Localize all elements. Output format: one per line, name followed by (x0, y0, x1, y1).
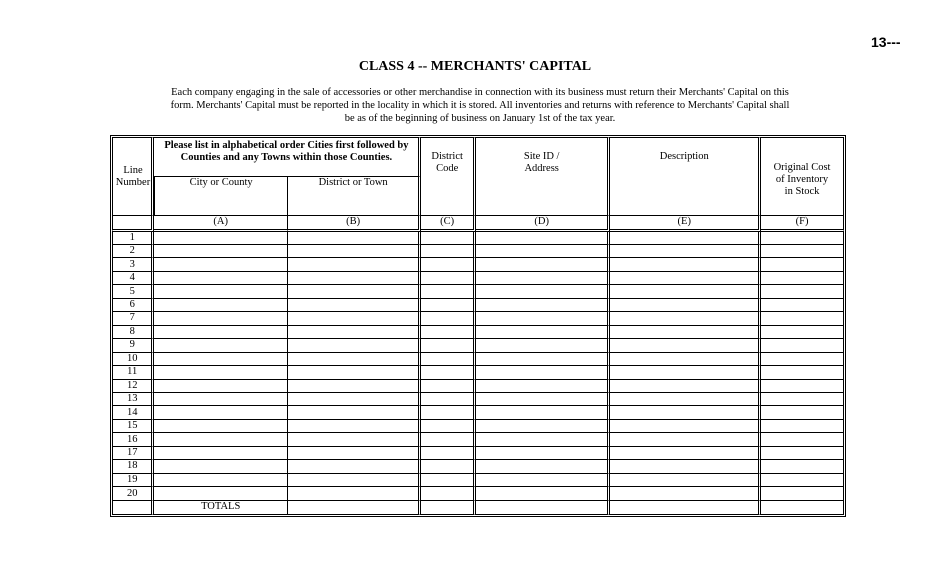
line-number: 7 (112, 312, 154, 325)
description-header: Description (610, 137, 761, 216)
description-cell[interactable] (610, 487, 761, 501)
form-instructions: Each company engaging in the sale of accessories or other merchandise in connection with its business must return their Merchants' Capital on this form. Merchants' Capital must be reported in the locality in which it is stored. All inventories and returns with reference to Merchants' Capital shall be as of the beginning of business on January 1st of the tax year. (170, 87, 790, 124)
site-id-cell[interactable] (476, 232, 610, 245)
city-or-county-cell[interactable] (154, 353, 287, 366)
district-or-town-cell[interactable] (288, 245, 421, 258)
city-or-county-cell[interactable] (154, 312, 287, 325)
city-or-county-header: City or County (154, 177, 287, 216)
district-or-town-cell[interactable] (288, 420, 421, 433)
merchants-capital-table (112, 137, 844, 515)
district-code-cell[interactable] (421, 285, 476, 298)
original-cost-cell[interactable] (761, 299, 844, 312)
district-or-town-header: District or Town (288, 177, 421, 216)
district-code-cell[interactable] (421, 299, 476, 312)
city-or-county-cell[interactable] (154, 245, 287, 258)
original-cost-cell[interactable] (761, 366, 844, 379)
site-id-cell[interactable] (476, 406, 610, 419)
original-cost-cell[interactable] (761, 339, 844, 352)
district-code-cell[interactable] (421, 232, 476, 245)
site-id-cell[interactable] (476, 487, 610, 501)
original-cost-cell[interactable] (761, 245, 844, 258)
description-cell[interactable] (610, 299, 761, 312)
description-cell[interactable] (610, 285, 761, 298)
line-number: 4 (112, 272, 154, 285)
site-id-cell[interactable] (476, 366, 610, 379)
line-number: 8 (112, 326, 154, 339)
page-number: 13--- (871, 34, 901, 50)
line-number: 2 (112, 245, 154, 258)
description-cell[interactable] (610, 312, 761, 325)
line-number: 20 (112, 487, 154, 501)
site-id-cell[interactable] (476, 299, 610, 312)
description-cell[interactable] (610, 460, 761, 473)
table-row (112, 474, 844, 487)
district-code-cell[interactable] (421, 353, 476, 366)
site-id-cell[interactable] (476, 420, 610, 433)
original-cost-cell[interactable] (761, 447, 844, 460)
description-cell[interactable] (610, 232, 761, 245)
city-or-county-cell[interactable] (154, 474, 287, 487)
site-id-cell[interactable] (476, 245, 610, 258)
district-code-cell[interactable] (421, 420, 476, 433)
table-row (112, 433, 844, 446)
description-cell[interactable] (610, 406, 761, 419)
totals-f-cell[interactable] (761, 501, 844, 515)
table-row (112, 258, 844, 271)
table-row (112, 339, 844, 352)
district-or-town-cell[interactable] (288, 474, 421, 487)
district-or-town-cell[interactable] (288, 460, 421, 473)
table-row (112, 366, 844, 379)
original-cost-cell[interactable] (761, 393, 844, 406)
table-row (112, 380, 844, 393)
district-or-town-cell[interactable] (288, 487, 421, 501)
district-or-town-cell[interactable] (288, 447, 421, 460)
original-cost-cell[interactable] (761, 380, 844, 393)
description-cell[interactable] (610, 474, 761, 487)
line-number: 3 (112, 258, 154, 271)
column-letter-d: (D) (476, 216, 610, 231)
city-or-county-cell[interactable] (154, 380, 287, 393)
table-row (112, 272, 844, 285)
letter-row-blank (112, 216, 154, 231)
line-number: 11 (112, 366, 154, 379)
totals-d-cell[interactable] (476, 501, 610, 515)
table-row (112, 312, 844, 325)
line-number: 18 (112, 460, 154, 473)
line-number: 16 (112, 433, 154, 446)
table-row (112, 232, 844, 245)
site-id-cell[interactable] (476, 433, 610, 446)
city-or-county-cell[interactable] (154, 285, 287, 298)
original-cost-cell[interactable] (761, 312, 844, 325)
table-row (112, 353, 844, 366)
column-letter-e: (E) (610, 216, 761, 231)
line-number: 14 (112, 406, 154, 419)
table-row (112, 285, 844, 298)
city-or-county-cell[interactable] (154, 447, 287, 460)
district-code-cell[interactable] (421, 326, 476, 339)
line-number: 19 (112, 474, 154, 487)
district-code-cell[interactable] (421, 460, 476, 473)
description-cell[interactable] (610, 326, 761, 339)
district-or-town-cell[interactable] (288, 380, 421, 393)
city-or-county-cell[interactable] (154, 420, 287, 433)
line-number: 9 (112, 339, 154, 352)
original-cost-cell[interactable] (761, 487, 844, 501)
site-id-cell[interactable] (476, 272, 610, 285)
description-cell[interactable] (610, 245, 761, 258)
line-number: 1 (112, 232, 154, 245)
district-code-cell[interactable] (421, 433, 476, 446)
site-id-cell[interactable] (476, 339, 610, 352)
original-cost-cell[interactable] (761, 406, 844, 419)
description-cell[interactable] (610, 366, 761, 379)
district-code-cell[interactable] (421, 487, 476, 501)
line-number: 15 (112, 420, 154, 433)
line-number: 17 (112, 447, 154, 460)
city-or-county-cell[interactable] (154, 460, 287, 473)
original-cost-cell[interactable] (761, 285, 844, 298)
totals-line-cell (112, 501, 154, 515)
city-or-county-cell[interactable] (154, 272, 287, 285)
original-cost-cell[interactable] (761, 272, 844, 285)
district-code-cell[interactable] (421, 366, 476, 379)
original-cost-cell[interactable] (761, 353, 844, 366)
site-id-cell[interactable] (476, 393, 610, 406)
city-or-county-cell[interactable] (154, 406, 287, 419)
original-cost-cell[interactable] (761, 420, 844, 433)
district-or-town-cell[interactable] (288, 433, 421, 446)
district-or-town-cell[interactable] (288, 285, 421, 298)
district-code-cell[interactable] (421, 312, 476, 325)
district-or-town-cell[interactable] (288, 312, 421, 325)
site-id-cell[interactable] (476, 380, 610, 393)
city-or-county-cell[interactable] (154, 393, 287, 406)
district-or-town-cell[interactable] (288, 326, 421, 339)
site-id-cell[interactable] (476, 258, 610, 271)
original-cost-cell[interactable] (761, 326, 844, 339)
totals-e-cell[interactable] (610, 501, 761, 515)
district-or-town-cell[interactable] (288, 406, 421, 419)
line-number: 10 (112, 353, 154, 366)
line-number: 6 (112, 299, 154, 312)
original-cost-cell[interactable] (761, 433, 844, 446)
column-letter-a: (A) (154, 216, 287, 231)
merchants-capital-table-frame (110, 135, 846, 517)
district-code-cell[interactable] (421, 406, 476, 419)
description-cell[interactable] (610, 380, 761, 393)
table-row (112, 326, 844, 339)
district-code-cell[interactable] (421, 339, 476, 352)
district-code-cell[interactable] (421, 474, 476, 487)
description-cell[interactable] (610, 339, 761, 352)
site-id-cell[interactable] (476, 460, 610, 473)
site-id-cell[interactable] (476, 474, 610, 487)
district-code-cell[interactable] (421, 272, 476, 285)
district-or-town-cell[interactable] (288, 272, 421, 285)
site-id-cell[interactable] (476, 326, 610, 339)
city-or-county-cell[interactable] (154, 433, 287, 446)
district-code-cell[interactable] (421, 258, 476, 271)
site-id-cell[interactable] (476, 353, 610, 366)
line-number: 5 (112, 285, 154, 298)
site-id-cell[interactable] (476, 312, 610, 325)
description-cell[interactable] (610, 433, 761, 446)
description-cell[interactable] (610, 353, 761, 366)
table-row (112, 420, 844, 433)
location-instruction: Please list in alphabetical order Cities first followed by Counties and any Towns within those Counties. (154, 137, 421, 177)
table-row (112, 393, 844, 406)
district-or-town-cell[interactable] (288, 393, 421, 406)
site-id-cell[interactable] (476, 285, 610, 298)
city-or-county-cell[interactable] (154, 339, 287, 352)
column-letter-f: (F) (761, 216, 844, 231)
original-cost-cell[interactable] (761, 460, 844, 473)
district-or-town-cell[interactable] (288, 299, 421, 312)
city-or-county-cell[interactable] (154, 487, 287, 501)
table-row (112, 447, 844, 460)
city-or-county-cell[interactable] (154, 232, 287, 245)
table-row (112, 406, 844, 419)
table-row (112, 460, 844, 473)
description-cell[interactable] (610, 447, 761, 460)
district-or-town-cell[interactable] (288, 339, 421, 352)
district-code-cell[interactable] (421, 380, 476, 393)
totals-c-cell[interactable] (421, 501, 476, 515)
totals-label: TOTALS (154, 501, 287, 515)
table-row (112, 299, 844, 312)
original-cost-cell[interactable] (761, 232, 844, 245)
original-cost-cell[interactable] (761, 474, 844, 487)
totals-b-cell[interactable] (288, 501, 421, 515)
form-title: CLASS 4 -- MERCHANTS' CAPITAL (358, 59, 592, 74)
description-cell[interactable] (610, 420, 761, 433)
district-or-town-cell[interactable] (288, 258, 421, 271)
city-or-county-cell[interactable] (154, 258, 287, 271)
district-code-cell[interactable] (421, 245, 476, 258)
description-cell[interactable] (610, 393, 761, 406)
district-or-town-cell[interactable] (288, 232, 421, 245)
line-number: 12 (112, 380, 154, 393)
column-letter-c: (C) (421, 216, 476, 231)
district-code-cell[interactable] (421, 393, 476, 406)
table-row (112, 487, 844, 501)
description-cell[interactable] (610, 272, 761, 285)
district-code-cell[interactable] (421, 447, 476, 460)
site-id-header: Site ID / Address (476, 137, 610, 216)
line-number: 13 (112, 393, 154, 406)
table-row (112, 245, 844, 258)
original-cost-header: Original Cost of Inventory in Stock (761, 137, 844, 216)
district-code-header: District Code (421, 137, 476, 216)
city-or-county-cell[interactable] (154, 366, 287, 379)
city-or-county-cell[interactable] (154, 299, 287, 312)
district-or-town-cell[interactable] (288, 353, 421, 366)
city-or-county-cell[interactable] (154, 326, 287, 339)
description-cell[interactable] (610, 258, 761, 271)
district-or-town-cell[interactable] (288, 366, 421, 379)
original-cost-cell[interactable] (761, 258, 844, 271)
column-letter-b: (B) (288, 216, 421, 231)
line-number-header: Line Number (112, 137, 154, 216)
site-id-cell[interactable] (476, 447, 610, 460)
